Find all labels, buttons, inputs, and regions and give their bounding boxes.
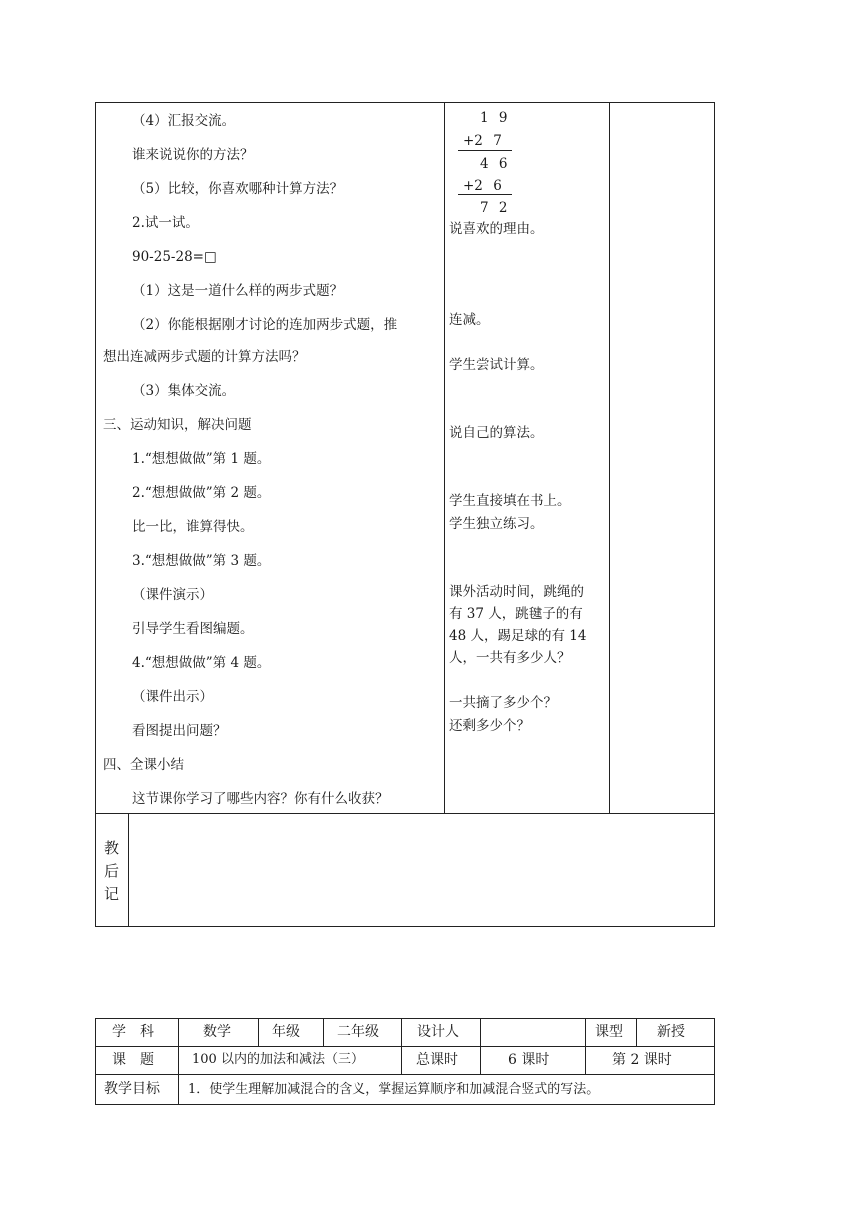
- topic-label: 课 题: [112, 1052, 154, 1068]
- teaching-goal-label: 教学目标: [104, 1081, 160, 1097]
- calc-row: +2 6: [463, 178, 502, 194]
- total-periods-value: 6 课时: [508, 1052, 550, 1068]
- calc-row: +2 7: [463, 133, 502, 149]
- step-line: 谁来说说你的方法？: [132, 147, 254, 163]
- label-char: 教: [104, 839, 120, 857]
- label-char: 后: [104, 862, 120, 880]
- total-periods-label: 总课时: [416, 1052, 458, 1068]
- subject-label: 学 科: [112, 1024, 154, 1040]
- current-period-value: 第 2 课时: [612, 1052, 672, 1068]
- step-line: （4）汇报交流。: [132, 113, 236, 129]
- step-line: 4.“想想做做”第 4 题。: [132, 655, 271, 671]
- activity-note: 48 人，踢足球的有 14: [449, 628, 587, 644]
- step-line: 90-25-28=□: [132, 249, 217, 265]
- step-line: （2）你能根据刚才讨论的连加两步式题，推: [132, 317, 398, 333]
- activity-note: 连减。: [449, 312, 490, 328]
- designer-label: 设计人: [417, 1024, 459, 1040]
- step-line: （3）集体交流。: [132, 383, 236, 399]
- step-line: 想出连减两步式题的计算方法吗？: [103, 349, 306, 365]
- label-char: 记: [104, 885, 120, 903]
- step-line: 看图提出问题？: [132, 723, 227, 739]
- step-line: 2.“想想做做”第 2 题。: [132, 485, 271, 501]
- step-line: （5）比较，你喜欢哪种计算方法？: [132, 181, 344, 197]
- step-line: 1.“想想做做”第 1 题。: [132, 451, 271, 467]
- teaching-goal-value: 1．使学生理解加减混合的含义，掌握运算顺序和加减混合竖式的写法。: [188, 1082, 600, 1097]
- activity-note: 说自己的算法。: [449, 425, 544, 441]
- step-line: 比一比，谁算得快。: [132, 519, 254, 535]
- section-heading: 三、运动知识，解决问题: [103, 417, 252, 433]
- grade-label: 年级: [272, 1024, 300, 1040]
- activity-note: 说喜欢的理由。: [449, 221, 544, 237]
- step-line: 这节课你学习了哪些内容？你有什么收获？: [132, 791, 389, 807]
- activity-note: 一共摘了多少个？: [449, 695, 557, 711]
- calc-row: 7 2: [480, 200, 508, 216]
- lesson-type-value: 新授: [657, 1024, 685, 1040]
- step-line: （1）这是一道什么样的两步式题？: [132, 283, 344, 299]
- activity-note: 学生尝试计算。: [449, 357, 544, 373]
- activity-note: 有 37 人，跳毽子的有: [449, 606, 583, 622]
- calc-row: 1 9: [480, 110, 508, 126]
- grade-value: 二年级: [337, 1024, 379, 1040]
- step-line: 3.“想想做做”第 3 题。: [132, 553, 271, 569]
- calc-row: 4 6: [480, 156, 508, 172]
- step-line: （课件出示）: [132, 689, 213, 705]
- activity-note: 人，一共有多少人？: [449, 650, 571, 666]
- subject-value: 数学: [203, 1024, 231, 1040]
- step-line: （课件演示）: [132, 587, 213, 603]
- step-line: 2.试一试。: [132, 215, 199, 231]
- activity-note: 还剩多少个？: [449, 718, 530, 734]
- section-heading: 四、全课小结: [103, 757, 184, 773]
- step-line: 引导学生看图编题。: [132, 621, 254, 637]
- activity-note: 学生直接填在书上。: [449, 493, 571, 509]
- lesson-type-label: 课型: [595, 1024, 623, 1040]
- topic-value: 100 以内的加法和减法（三）: [192, 1052, 364, 1067]
- activity-note: 课外活动时间，跳绳的: [449, 584, 584, 600]
- activity-note: 学生独立练习。: [449, 516, 544, 532]
